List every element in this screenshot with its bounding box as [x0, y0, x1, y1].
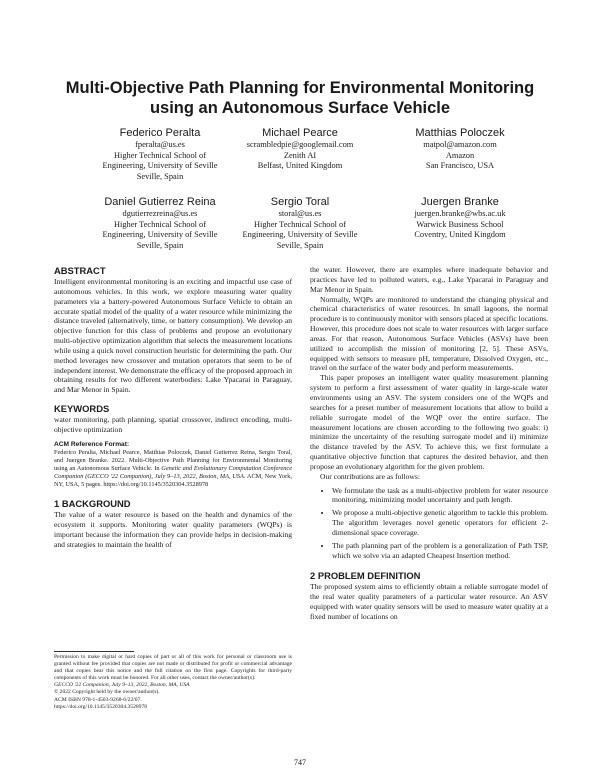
footnote-rule — [54, 651, 134, 652]
isbn-line: ACM ISBN 978-1-4503-9268-6/22/07. — [54, 696, 142, 703]
author-affiliation: Higher Technical School of — [113, 150, 207, 160]
author-name: Daniel Gutierrez Reina — [104, 196, 216, 208]
author-email: fperalta@us.es — [135, 140, 185, 149]
copyright-footnote — [54, 654, 292, 711]
keywords-text: water monitoring, path planning, spatial crossover, indirect encoding, multi-objective optimization — [54, 415, 292, 434]
author-location: Seville, Spain — [136, 240, 184, 250]
abstract-heading: ABSTRACT — [54, 265, 106, 276]
paper-title — [40, 78, 560, 118]
acm-reference-doi: ACM, New York, NY, USA, 5 pages. https://doi.org/10.1145/3520304.3528978 — [54, 473, 293, 489]
acm-reference-text: Federico Peralta, Michael Pearce, Matthias Poloczek, Daniel Gutierrez Reina, Sergio Toral, and Juergen Branke. 2022. Multi-Objective Path Planning for Environmental Monitoring using an Autonomous Surface Vehicle. In — [54, 449, 292, 473]
author-location: Belfast, United Kingdom — [257, 161, 343, 171]
list-item: • We formulate the task as a multi-objective problem for water resource monitoring, minimizing model uncertainty and path length. — [332, 486, 548, 506]
author-name: Michael Pearce — [262, 127, 338, 139]
right-column — [310, 265, 548, 622]
author-affiliation: Zenith AI — [283, 150, 317, 160]
acm-reference-venue: Genetic and Evolutionary Computation Conference Companion (GECCO '22 Companion), July 9–13, 2022, Boston, MA, USA. — [54, 465, 292, 481]
page-number: 747 — [294, 758, 306, 767]
author-name: Federico Peralta — [119, 127, 201, 139]
author-affiliation: Higher Technical School of — [253, 219, 347, 229]
author-location: San Francisco, USA — [425, 161, 495, 171]
author-name: Matthias Poloczek — [415, 127, 505, 139]
problem-definition-heading: 2 PROBLEM DEFINITION — [310, 570, 421, 582]
conference-line: GECCO '22 Companion, July 9–13, 2022, Boston, MA, USA — [54, 682, 190, 689]
list-item: • We propose a multi-objective genetic algorithm to tackle this problem. The algorithm leverages novel genetic operators for efficient 2-dimensional space coverage. — [332, 508, 548, 538]
author-affiliation: Amazon — [445, 150, 475, 160]
title-line-1: Multi-Objective Path Planning for Environmental Monitoring — [65, 79, 535, 97]
paragraph: the water. However, there are examples where inadequate behavior and practices have led to polluted waters, e.g., Lake Ypacarai in Paraguay and Mar Menor in Spain. — [310, 265, 548, 294]
permission-notice: Permission to make digital or hard copies of part or all of this work for personal or classroom use is granted without fee provided that copies are not made or distributed for profit or commercial advantage and that copies bear this notice and the full citation on the first page. Copyrights for third-party components of this work must be honored. For all other uses, contact the owner/author(s). — [54, 654, 292, 682]
author-email: juergen.branke@wbs.ac.uk — [414, 209, 506, 218]
list-item: • The path planning part of the problem is a generalization of Path TSP, which we solve via an adapted Cheapest Insertion method. — [332, 541, 548, 561]
paragraph: The proposed system aims to efficiently obtain a reliable surrogate model of the real water quality parameters of a particular water resource. An ASV equipped with water quality sensors will be used to measure water quality at a fixed number of locations on — [310, 582, 548, 621]
author-affiliation: Warwick Business School — [416, 219, 504, 229]
author-card — [365, 126, 555, 172]
author-location: Coventry, United Kingdom — [414, 230, 506, 240]
author-location: Seville, Spain — [276, 240, 324, 250]
author-email: dgutierrezreina@us.es — [122, 209, 198, 218]
background-text: The value of a water resource is based on the health and dynamics of the ecosystem it supports. Monitoring water quality parameters (WQPs) is important because the information they can provide helps in decision-making and strategies to maintain the health of — [54, 510, 292, 549]
author-affiliation: Engineering, University of Seville — [102, 230, 218, 240]
author-email: storal@us.es — [278, 209, 322, 218]
acm-reference-heading: ACM Reference Format: — [54, 440, 130, 448]
acm-reference — [54, 441, 292, 490]
keywords-heading: KEYWORDS — [54, 403, 110, 415]
paragraph: Our contributions are as follows: — [320, 471, 420, 481]
paragraph: This paper proposes an intelligent water quality measurement planning system to perform a first assessment of water quality in large-scale water environments using an ASV. The system considers one of the WQPs and searches for a preset number of measurement locations that allow to build a reliable surrogate model of the WQP over the entire surface. The measurement locations are chosen according to the following two goals: i) minimize the uncertainty of the resulting surrogate model and ii) minimize the distance traveled by the ASV. To achieve this, we first formulate a quantitative objective function that captures the desired behavior, and then propose an evolutionary algorithm for the given problem. — [310, 373, 548, 471]
author-email: matpol@amazon.com — [423, 140, 497, 149]
author-card — [365, 195, 555, 241]
background-heading: 1 BACKGROUND — [54, 498, 131, 510]
copyright-line: © 2022 Copyright held by the owner/author(s). — [54, 689, 160, 696]
abstract-text: Intelligent environmental monitoring is an exciting and impactful use case of autonomous vehicles. In this work, we explore measuring water quality parameters via a battery-powered Autonomous Surface Vehicle to obtain an accurate spatial model of the quality of a water resource while minimizing the distance traveled (alternatively, time, or battery consumption). We develop an objective function for this class of problems and propose an evolutionary multi-objective optimization algorithm that selects the measurement locations while using a quick novel construction heuristic for determining the path. Our method leverages new crossover and mutation operators that seem to be of independent interest. We demonstrate the efficacy of the proposed approach in obtaining results for two different waterbodies: Lake Ypacarai in Paraguay, and Mar Menor in Spain. — [54, 277, 293, 395]
author-name: Juergen Branke — [421, 196, 499, 208]
paragraph: Normally, WQPs are monitored to understand the changing physical and chemical characteristics of water resources. In small lagoons, the normal procedure is to continuously monitor with sensors placed at specific locations. However, this procedure does not scale to water resources with larger surface areas. For that reason, Autonomous Surface Vehicles (ASVs) have been utilized to accomplish the mission of monitoring [2, 5]. These ASVs, equipped with sensors to measure pH, temperature, Dissolved Oxygen, etc., travel on the surface of the water body and perform measurements. — [310, 294, 548, 373]
author-affiliation: Higher Technical School of — [113, 219, 207, 229]
author-name: Sergio Toral — [270, 196, 330, 208]
author-email: scrambledpie@googlemail.com — [246, 140, 354, 149]
author-affiliation: Engineering, University of Seville — [242, 230, 358, 240]
author-location: Seville, Spain — [136, 171, 184, 181]
contributions-list — [310, 486, 548, 561]
title-line-2: using an Autonomous Surface Vehicle — [149, 99, 451, 117]
doi-link[interactable]: https://doi.org/10.1145/3520304.3528978 — [54, 703, 148, 710]
left-column — [54, 265, 292, 550]
author-affiliation: Engineering, University of Seville — [102, 161, 218, 171]
